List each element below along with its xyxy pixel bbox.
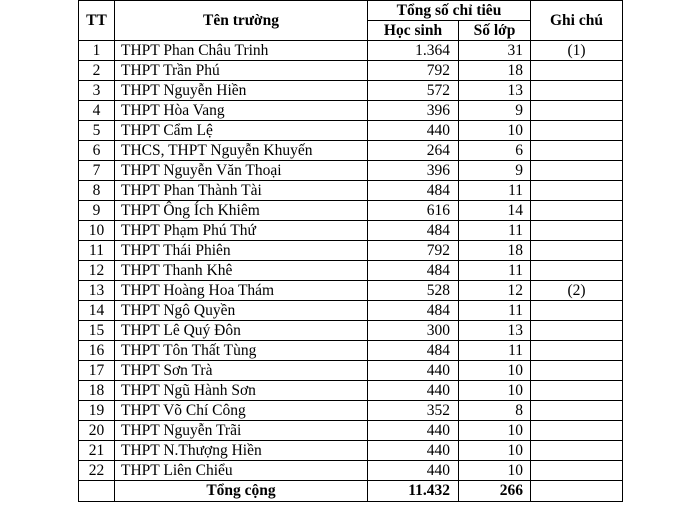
school-name: THPT Trần Phú [115,61,368,81]
row-note [531,301,623,321]
student-count: 792 [368,61,459,81]
class-count: 14 [459,201,531,221]
row-number: 2 [79,61,115,81]
table-row [79,441,623,461]
school-name: THPT Ngũ Hành Sơn [115,381,368,401]
table-row [79,301,623,321]
total-note-cell [531,481,623,502]
row-number: 19 [79,401,115,421]
school-name: THPT Hoàng Hoa Thám [115,281,368,301]
class-count: 6 [459,141,531,161]
row-note [531,261,623,281]
table-row [79,281,623,301]
school-name: THPT Ông Ích Khiêm [115,201,368,221]
class-count: 10 [459,421,531,441]
total-classes: 266 [459,481,531,502]
row-note [531,161,623,181]
class-count: 10 [459,441,531,461]
student-count: 484 [368,261,459,281]
class-count: 12 [459,281,531,301]
class-count: 10 [459,121,531,141]
school-name: THPT Tôn Thất Tùng [115,341,368,361]
class-count: 11 [459,221,531,241]
row-number: 11 [79,241,115,261]
student-count: 440 [368,361,459,381]
class-count: 10 [459,381,531,401]
class-count: 11 [459,181,531,201]
school-name: THPT Ngô Quyền [115,301,368,321]
table-row [79,321,623,341]
row-note [531,381,623,401]
total-label: Tổng cộng [115,481,368,502]
row-note [531,461,623,481]
row-note [531,181,623,201]
table-row [79,81,623,101]
school-name: THPT Liên Chiểu [115,461,368,481]
row-number: 22 [79,461,115,481]
student-count: 616 [368,201,459,221]
row-note [531,221,623,241]
student-count: 396 [368,101,459,121]
header-row [79,1,623,21]
school-quota-table [78,0,623,502]
school-name: THPT Phạm Phú Thứ [115,221,368,241]
header-tt: TT [79,1,115,41]
row-number: 16 [79,341,115,361]
row-number: 1 [79,41,115,61]
school-name: THPT Võ Chí Công [115,401,368,421]
table-row [79,101,623,121]
row-number: 8 [79,181,115,201]
student-count: 484 [368,341,459,361]
table-row [79,161,623,181]
total-students: 11.432 [368,481,459,502]
row-note [531,81,623,101]
school-name: THCS, THPT Nguyễn Khuyến [115,141,368,161]
row-note [531,241,623,261]
row-note [531,61,623,81]
row-number: 9 [79,201,115,221]
student-count: 300 [368,321,459,341]
table-row [79,61,623,81]
school-name: THPT Nguyễn Hiền [115,81,368,101]
table-row [79,241,623,261]
row-number: 6 [79,141,115,161]
row-note [531,141,623,161]
total-tt-cell [79,481,115,502]
student-count: 440 [368,381,459,401]
header-students: Học sinh [368,21,459,41]
class-count: 18 [459,241,531,261]
header-total-quota: Tổng số chỉ tiêu [368,1,531,21]
row-note [531,401,623,421]
student-count: 440 [368,441,459,461]
school-name: THPT Phan Thành Tài [115,181,368,201]
header-classes: Số lớp [459,21,531,41]
row-note [531,421,623,441]
student-count: 484 [368,221,459,241]
school-name: THPT Hòa Vang [115,101,368,121]
row-note [531,201,623,221]
row-note [531,341,623,361]
class-count: 10 [459,361,531,381]
row-note [531,101,623,121]
table-row [79,121,623,141]
table-body [79,41,623,481]
student-count: 1.364 [368,41,459,61]
school-name: THPT Thái Phiên [115,241,368,261]
student-count: 396 [368,161,459,181]
table-row [79,261,623,281]
row-note [531,321,623,341]
class-count: 31 [459,41,531,61]
school-name: THPT Cẩm Lệ [115,121,368,141]
row-number: 5 [79,121,115,141]
row-number: 12 [79,261,115,281]
school-name: THPT Nguyễn Trãi [115,421,368,441]
class-count: 13 [459,81,531,101]
table-row [79,201,623,221]
table-row [79,141,623,161]
class-count: 11 [459,261,531,281]
school-name: THPT Lê Quý Đôn [115,321,368,341]
table-row [79,421,623,441]
class-count: 18 [459,61,531,81]
row-number: 15 [79,321,115,341]
row-note [531,121,623,141]
class-count: 8 [459,401,531,421]
student-count: 792 [368,241,459,261]
table-row [79,341,623,361]
class-count: 11 [459,301,531,321]
student-count: 572 [368,81,459,101]
header-school-name: Tên trường [115,1,368,41]
table-row [79,461,623,481]
school-name: THPT Thanh Khê [115,261,368,281]
row-number: 20 [79,421,115,441]
row-number: 14 [79,301,115,321]
row-number: 17 [79,361,115,381]
school-name: THPT Sơn Trà [115,361,368,381]
class-count: 9 [459,101,531,121]
row-number: 13 [79,281,115,301]
school-name: THPT Phan Châu Trinh [115,41,368,61]
table-row [79,41,623,61]
class-count: 13 [459,321,531,341]
class-count: 9 [459,161,531,181]
header-note: Ghi chú [531,1,623,41]
class-count: 11 [459,341,531,361]
row-note [531,361,623,381]
student-count: 440 [368,121,459,141]
row-number: 10 [79,221,115,241]
table-row [79,181,623,201]
row-number: 4 [79,101,115,121]
row-note: (1) [531,41,623,61]
student-count: 264 [368,141,459,161]
total-row [79,481,623,502]
school-name: THPT N.Thượng Hiền [115,441,368,461]
table-row [79,221,623,241]
student-count: 440 [368,461,459,481]
row-note: (2) [531,281,623,301]
student-count: 528 [368,281,459,301]
student-count: 352 [368,401,459,421]
table-row [79,401,623,421]
class-count: 10 [459,461,531,481]
row-number: 21 [79,441,115,461]
row-number: 7 [79,161,115,181]
school-name: THPT Nguyễn Văn Thoại [115,161,368,181]
table-row [79,381,623,401]
table-row [79,361,623,381]
student-count: 484 [368,181,459,201]
row-number: 18 [79,381,115,401]
row-note [531,441,623,461]
row-number: 3 [79,81,115,101]
student-count: 440 [368,421,459,441]
student-count: 484 [368,301,459,321]
